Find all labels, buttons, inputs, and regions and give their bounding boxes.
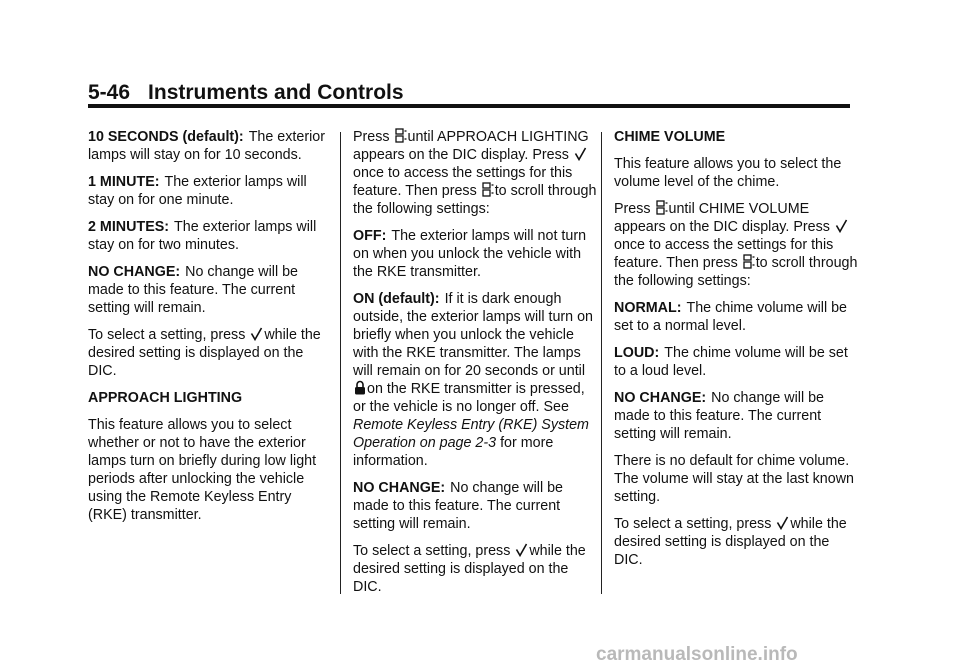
paragraph: NO CHANGE: No change will be made to this feature. The current setting will remain. <box>614 390 824 442</box>
paragraph: NO CHANGE: No change will be made to this feature. The current setting will remain. <box>88 264 298 316</box>
column-divider-2 <box>601 132 602 594</box>
paragraph: This feature allows you to select whether or not to have the exterior lamps turn on briefly during low light periods after unlocking the vehicle using the Remote Keyless Entry (RKE) transmitter. <box>88 417 317 523</box>
setting-label: NO CHANGE: <box>88 264 181 280</box>
paragraph: There is no default for chime volume. The volume will stay at the last known setting. <box>614 453 854 505</box>
section-heading: APPROACH LIGHTING <box>88 390 243 406</box>
lock-icon <box>354 380 366 395</box>
checkmark-icon <box>250 327 263 341</box>
setting-label: OFF: <box>353 228 387 244</box>
paragraph: ON (default): If it is dark enough outside, the exterior lamps will turn on briefly when you unlock the vehicle with the RKE transmitter. The lamps will remain on for 20 seconds or until on the RKE transmitter is pressed, or the vehicle is no longer off. See Remote Keyless Entry (RKE) System Operation on page 2-3 for more information. <box>353 291 593 469</box>
paragraph: NORMAL: The chime volume will be set to a normal level. <box>614 300 848 334</box>
dic-menu-icon <box>743 254 755 269</box>
page-header <box>88 80 850 106</box>
checkmark-icon <box>515 543 528 557</box>
paragraph: Press until APPROACH LIGHTING appears on the DIC display. Press once to access the settings for this feature. Then press to scroll through the following settings: <box>353 129 597 217</box>
setting-label: ON (default): <box>353 291 440 307</box>
setting-label: 1 MINUTE: <box>88 174 160 190</box>
section-title: Instruments and Controls <box>148 81 404 104</box>
setting-label: NO CHANGE: <box>353 480 446 496</box>
section-heading: CHIME VOLUME <box>614 129 726 145</box>
column-2 <box>353 128 597 605</box>
paragraph: To select a setting, press while the desired setting is displayed on the DIC. <box>353 543 586 595</box>
page-title <box>88 80 850 106</box>
paragraph: Press until CHIME VOLUME appears on the DIC display. Press once to access the settings for this feature. Then press to scroll through the following settings: <box>614 201 858 289</box>
dic-menu-icon <box>482 182 494 197</box>
header-rule <box>88 104 850 108</box>
paragraph: OFF: The exterior lamps will not turn on when you unlock the vehicle with the RKE transmitter. <box>353 228 587 280</box>
checkmark-icon <box>835 219 848 233</box>
paragraph: 10 SECONDS (default): The exterior lamps will stay on for 10 seconds. <box>88 129 325 163</box>
paragraph: To select a setting, press while the desired setting is displayed on the DIC. <box>88 327 321 379</box>
paragraph: LOUD: The chime volume will be set to a loud level. <box>614 345 848 379</box>
paragraph: NO CHANGE: No change will be made to this feature. The current setting will remain. <box>353 480 563 532</box>
paragraph: 2 MINUTES: The exterior lamps will stay on for two minutes. <box>88 219 317 253</box>
setting-label: 10 SECONDS (default): <box>88 129 244 145</box>
paragraph: 1 MINUTE: The exterior lamps will stay on for one minute. <box>88 174 307 208</box>
checkmark-icon <box>574 147 587 161</box>
dic-menu-icon <box>395 128 407 143</box>
paragraph: This feature allows you to select the volume level of the chime. <box>614 156 842 190</box>
setting-label: 2 MINUTES: <box>88 219 170 235</box>
column-3 <box>614 128 858 578</box>
column-1 <box>88 128 332 533</box>
dic-menu-icon <box>656 200 668 215</box>
page-number: 5-46 <box>88 81 131 104</box>
cross-reference: Remote Keyless Entry (RKE) System Operation on page 2-3 <box>353 417 589 451</box>
watermark: carmanualsonline.info <box>596 644 798 665</box>
setting-label: LOUD: <box>614 345 660 361</box>
column-divider-1 <box>340 132 341 594</box>
checkmark-icon <box>776 516 789 530</box>
setting-label: NO CHANGE: <box>614 390 707 406</box>
setting-label: NORMAL: <box>614 300 682 316</box>
paragraph: To select a setting, press while the desired setting is displayed on the DIC. <box>614 516 847 568</box>
